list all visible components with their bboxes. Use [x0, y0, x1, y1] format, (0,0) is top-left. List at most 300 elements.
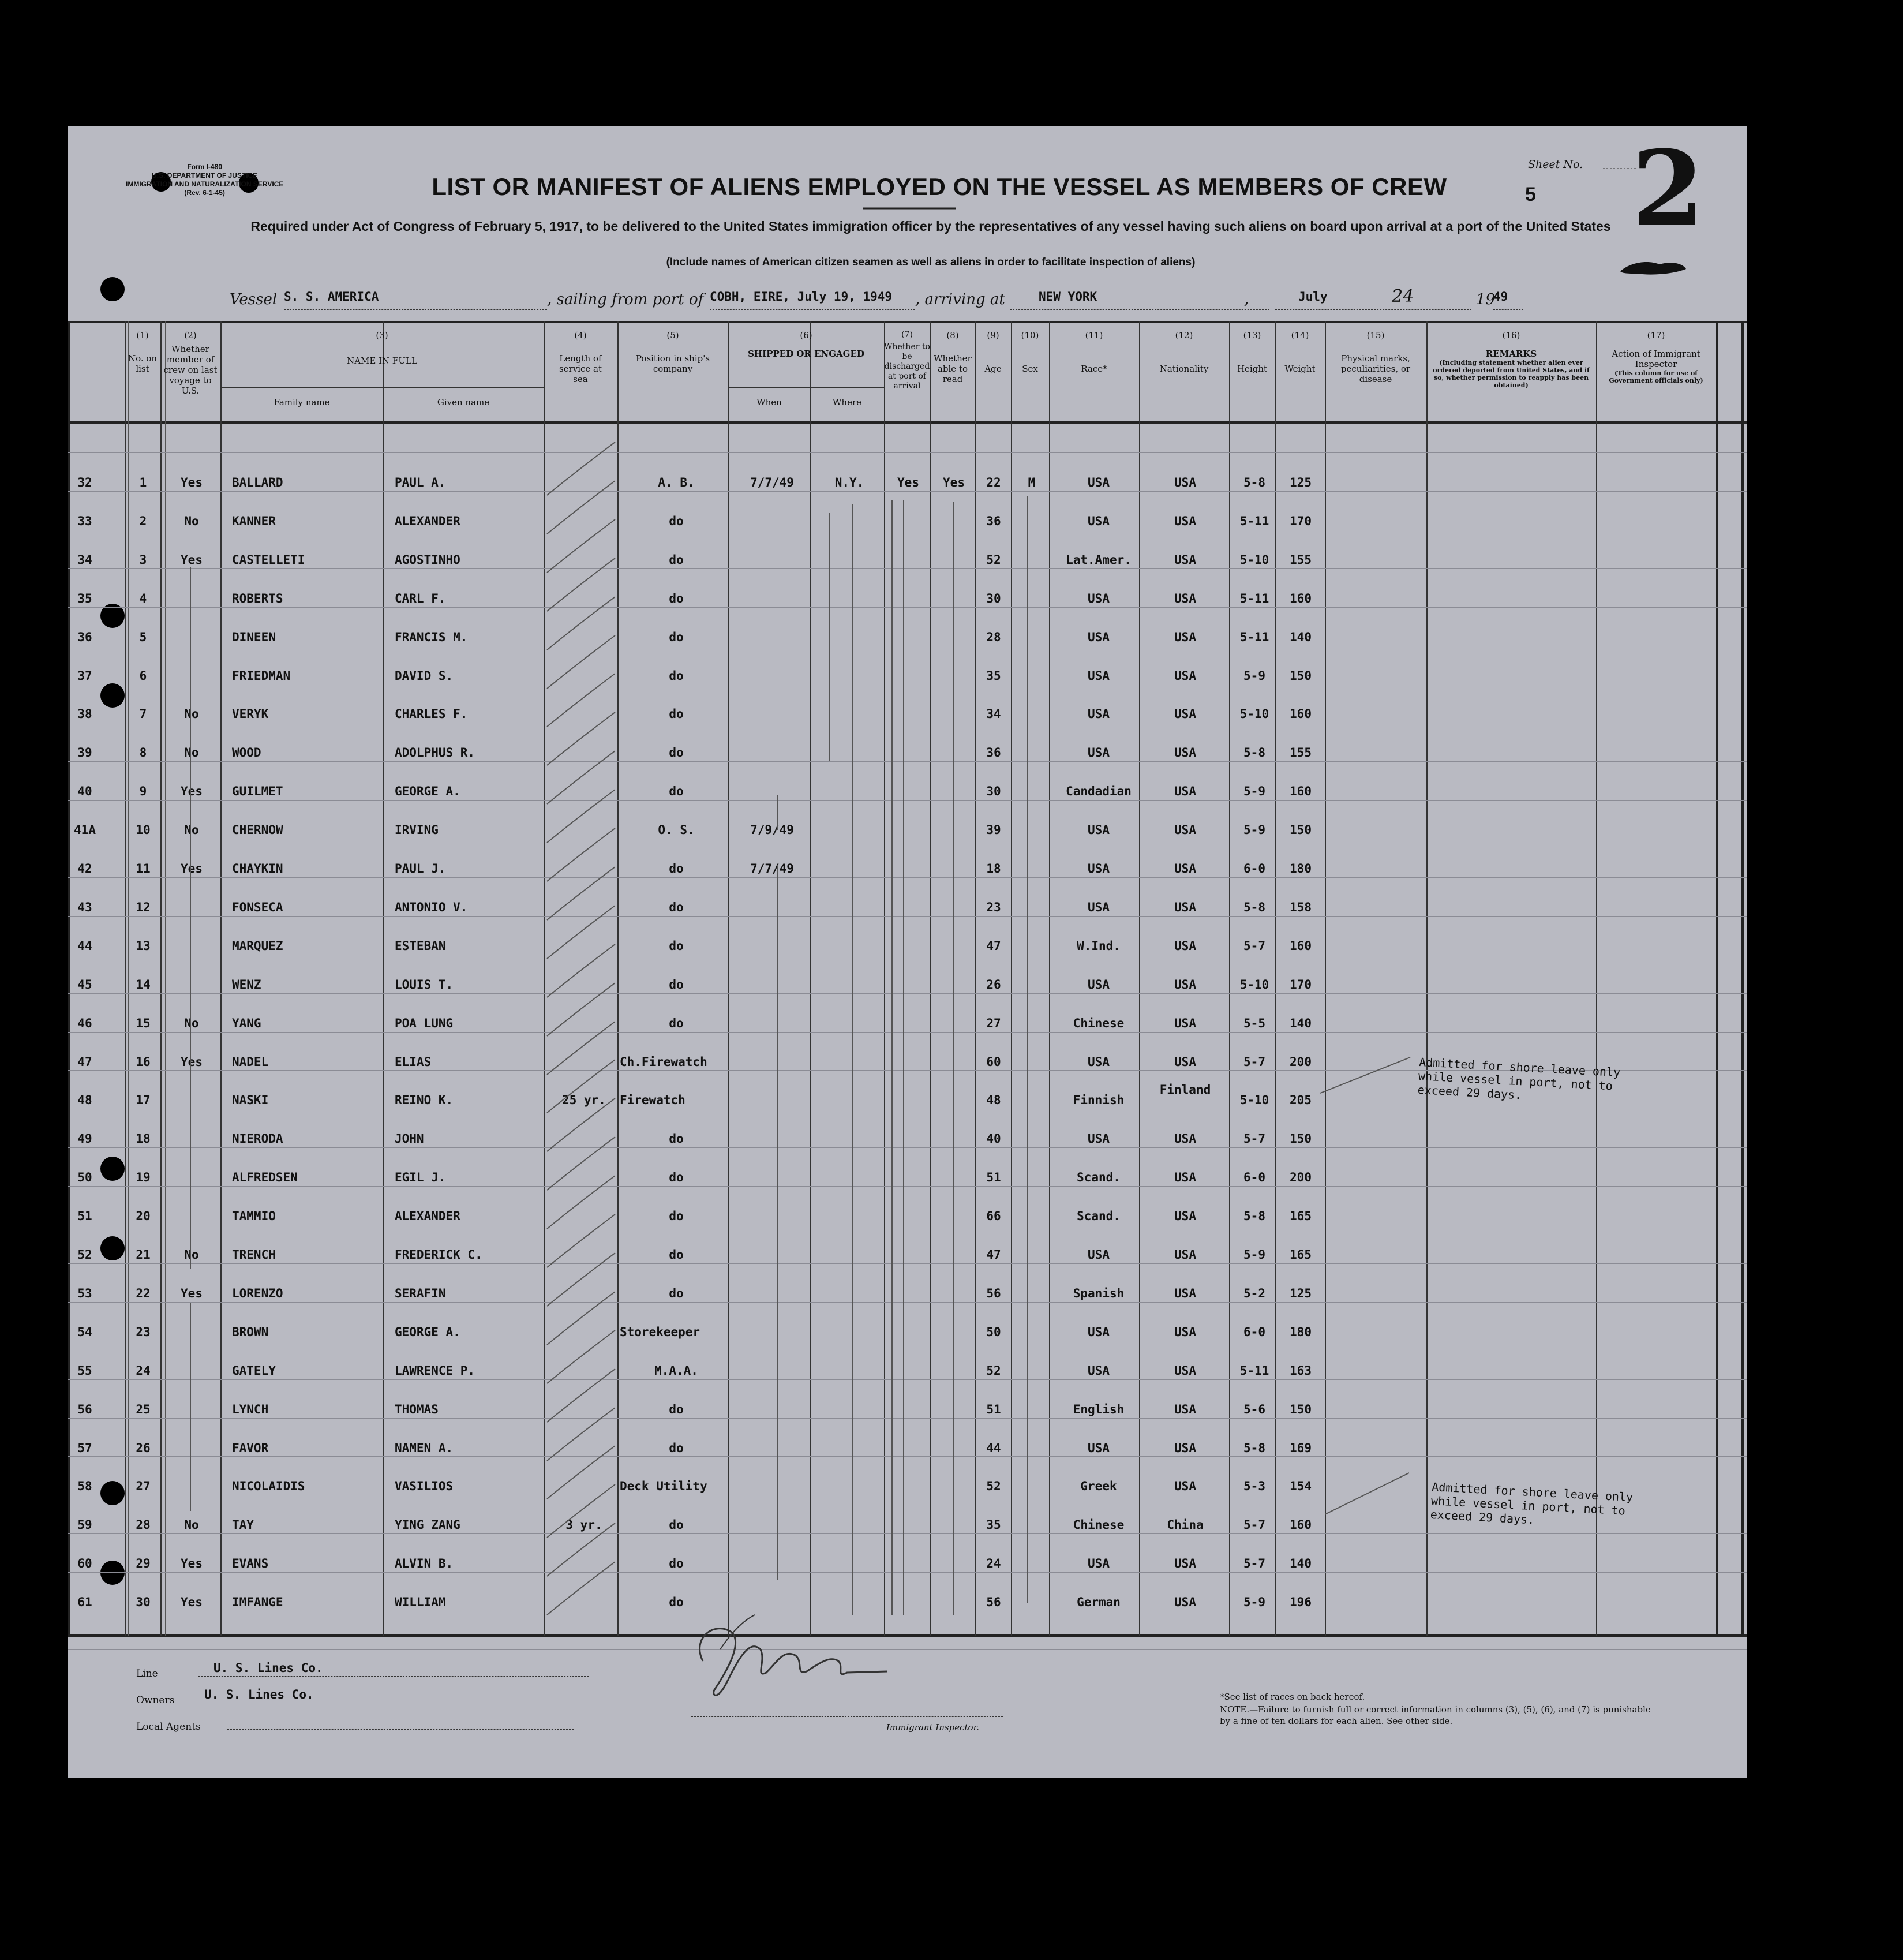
cell-list-number: 14 — [136, 978, 151, 992]
cell-position: Ch.Firewatch — [620, 1055, 707, 1069]
cell-seq: 44 — [77, 939, 92, 953]
cell-family-name: BALLARD — [232, 476, 283, 489]
col7-label: Whether to be discharged at port of arrival — [884, 342, 930, 391]
cell-age: 26 — [986, 978, 1001, 992]
cell-age: 47 — [986, 939, 1001, 953]
cell-list-number: 6 — [139, 669, 147, 683]
cell-family-name: MARQUEZ — [232, 939, 283, 953]
cell-given-name: AGOSTINHO — [395, 553, 460, 567]
cell-given-name: POA LUNG — [395, 1016, 454, 1030]
year-prefix: 19 — [1476, 291, 1496, 308]
arrival-year: 49 — [1493, 290, 1523, 310]
col9-number: (9) — [987, 330, 999, 341]
cell-nationality: USA — [1174, 746, 1196, 760]
cell-family-name: VERYK — [232, 707, 269, 721]
cell-seq: 42 — [77, 862, 92, 876]
cell-given-name: ALVIN B. — [395, 1557, 454, 1570]
cell-given-name: ALEXANDER — [395, 1209, 460, 1223]
form-service: IMMIGRATION AND NATURALIZATION SERVICE — [126, 180, 284, 188]
cell-height: 5-10 — [1239, 1093, 1269, 1107]
cell-previous-voyage: Yes — [181, 862, 203, 876]
cell-height: 5-11 — [1239, 514, 1269, 528]
cell-previous-voyage: Yes — [181, 476, 203, 489]
cell-list-number: 15 — [136, 1016, 151, 1030]
cell-weight: 169 — [1290, 1441, 1312, 1455]
cell-weight: 150 — [1290, 669, 1312, 683]
local-agents-label: Local Agents — [136, 1721, 201, 1733]
cell-seq: 41A — [74, 823, 96, 837]
col16-number: (16) — [1502, 330, 1520, 341]
cell-given-name: THOMAS — [395, 1402, 439, 1416]
cell-position: do — [669, 746, 684, 760]
cell-race: USA — [1088, 1248, 1110, 1262]
cell-nationality: Finland — [1159, 1083, 1211, 1097]
cell-race: USA — [1088, 669, 1110, 683]
sheet-number: 2 — [1632, 128, 1705, 250]
col15-label: Physical marks, peculiarities, or disease — [1340, 353, 1411, 384]
cell-sex: M — [1028, 476, 1036, 489]
cell-weight: 200 — [1290, 1170, 1312, 1184]
cell-height: 5-9 — [1243, 1248, 1265, 1262]
cell-weight: 155 — [1290, 746, 1312, 760]
cell-position: do — [669, 1402, 684, 1416]
cell-list-number: 23 — [136, 1325, 151, 1339]
cell-given-name: GEORGE A. — [395, 784, 460, 798]
cell-nationality: USA — [1174, 1055, 1196, 1069]
cell-family-name: WENZ — [232, 978, 261, 992]
cell-family-name: NADEL — [232, 1055, 269, 1069]
cell-age: 60 — [986, 1055, 1001, 1069]
cell-age: 36 — [986, 514, 1001, 528]
cell-nationality: USA — [1174, 1402, 1196, 1416]
vessel-name: S. S. AMERICA — [284, 290, 547, 310]
cell-height: 5-9 — [1243, 823, 1265, 837]
cell-previous-voyage: Yes — [181, 784, 203, 798]
cell-race: Greek — [1080, 1479, 1117, 1493]
col3-number: (3) — [376, 330, 388, 341]
cell-height: 5-9 — [1243, 669, 1265, 683]
cell-race: USA — [1088, 746, 1110, 760]
cell-weight: 140 — [1290, 1557, 1312, 1570]
cell-race: USA — [1088, 476, 1110, 489]
cell-nationality: USA — [1174, 862, 1196, 876]
cell-nationality: USA — [1174, 669, 1196, 683]
cell-position: do — [669, 862, 684, 876]
cell-age: 30 — [986, 592, 1001, 605]
cell-seq: 33 — [77, 514, 92, 528]
col11-label: Race* — [1081, 364, 1107, 374]
cell-list-number: 17 — [136, 1093, 151, 1107]
cell-previous-voyage: No — [184, 514, 199, 528]
cell-nationality: USA — [1174, 1325, 1196, 1339]
cell-seq: 55 — [77, 1364, 92, 1378]
arrival-day: 24 — [1392, 286, 1414, 306]
cell-given-name: REINO K. — [395, 1093, 454, 1107]
cell-family-name: GATELY — [232, 1364, 276, 1378]
cell-given-name: IRVING — [395, 823, 439, 837]
cell-position: do — [669, 707, 684, 721]
cell-position: do — [669, 1595, 684, 1609]
sheet-number-label: Sheet No. — [1528, 158, 1583, 171]
cell-list-number: 9 — [139, 784, 147, 798]
cell-seq: 61 — [77, 1595, 92, 1609]
cell-list-number: 24 — [136, 1364, 151, 1378]
cell-height: 5-7 — [1243, 1557, 1265, 1570]
cell-position: do — [669, 1209, 684, 1223]
cell-race: USA — [1088, 900, 1110, 914]
cell-list-number: 13 — [136, 939, 151, 953]
cell-able-to-read: Yes — [943, 476, 965, 489]
cell-previous-voyage: Yes — [181, 1055, 203, 1069]
cell-age: 18 — [986, 862, 1001, 876]
cell-family-name: TAY — [232, 1518, 254, 1532]
cell-age: 39 — [986, 823, 1001, 837]
cell-nationality: USA — [1174, 553, 1196, 567]
cell-weight: 125 — [1290, 476, 1312, 489]
cell-given-name: FREDERICK C. — [395, 1248, 482, 1262]
col8-number: (8) — [946, 330, 959, 341]
cell-race: Scand. — [1077, 1209, 1121, 1223]
cell-height: 5-5 — [1243, 1016, 1265, 1030]
col11-number: (11) — [1085, 330, 1103, 341]
cell-age: 24 — [986, 1557, 1001, 1570]
cell-nationality: USA — [1174, 1248, 1196, 1262]
cell-age: 66 — [986, 1209, 1001, 1223]
cell-race: USA — [1088, 823, 1110, 837]
handwritten-number: 5 — [1525, 184, 1536, 205]
cell-height: 6-0 — [1243, 862, 1265, 876]
cell-given-name: GEORGE A. — [395, 1325, 460, 1339]
cell-age: 48 — [986, 1093, 1001, 1107]
cell-weight: 160 — [1290, 592, 1312, 605]
cell-weight: 140 — [1290, 630, 1312, 644]
cell-race: USA — [1088, 1325, 1110, 1339]
cell-family-name: ALFREDSEN — [232, 1170, 298, 1184]
cell-age: 52 — [986, 553, 1001, 567]
cell-weight: 155 — [1290, 553, 1312, 567]
cell-family-name: GUILMET — [232, 784, 283, 798]
cell-list-number: 19 — [136, 1170, 151, 1184]
cell-race: Chinese — [1073, 1016, 1125, 1030]
cell-family-name: NIERODA — [232, 1132, 283, 1146]
col3a-header: Family name — [274, 397, 330, 407]
inspector-signature-line — [691, 1716, 1003, 1717]
cell-seq: 53 — [77, 1286, 92, 1300]
cell-seq: 57 — [77, 1441, 92, 1455]
cell-seq: 38 — [77, 707, 92, 721]
col2-label: Whether member of crew on last voyage to U.S. — [163, 344, 218, 396]
col16-sublabel: (Including statement whether alien ever ordered deported from United States, and if so, whether permission to reapply has been obtained) — [1433, 359, 1590, 389]
cell-previous-voyage: No — [184, 1016, 199, 1030]
cell-weight: 158 — [1290, 900, 1312, 914]
sailing-from-label: , sailing from port of — [547, 291, 704, 308]
cell-race: USA — [1088, 978, 1110, 992]
col7-number: (7) — [901, 330, 913, 339]
col13-label: Height — [1237, 364, 1268, 374]
cell-nationality: USA — [1174, 1479, 1196, 1493]
cell-race: Candadian — [1066, 784, 1132, 798]
cell-weight: 150 — [1290, 823, 1312, 837]
col6-number: (6) — [800, 330, 812, 341]
cell-age: 30 — [986, 784, 1001, 798]
cell-age: 23 — [986, 900, 1001, 914]
col9-label: Age — [984, 364, 1002, 374]
cell-family-name: CASTELLETI — [232, 553, 305, 567]
cell-weight: 150 — [1290, 1132, 1312, 1146]
arriving-at-label: , arriving at — [915, 291, 1005, 308]
cell-age: 28 — [986, 630, 1001, 644]
cell-race: USA — [1088, 707, 1110, 721]
cell-weight: 180 — [1290, 862, 1312, 876]
col10-number: (10) — [1021, 330, 1039, 341]
cell-seq: 35 — [77, 592, 92, 605]
cell-age: 22 — [986, 476, 1001, 489]
owners-value: U. S. Lines Co. — [198, 1688, 579, 1703]
cell-position: Storekeeper — [620, 1325, 700, 1339]
col12-number: (12) — [1175, 330, 1193, 341]
cell-position: do — [669, 939, 684, 953]
cell-given-name: SERAFIN — [395, 1286, 446, 1300]
cell-shipped-when: 7/9/49 — [750, 823, 794, 837]
cell-given-name: FRANCIS M. — [395, 630, 468, 644]
cell-height: 5-11 — [1239, 1364, 1269, 1378]
cell-weight: 160 — [1290, 939, 1312, 953]
sailing-from: COBH, EIRE, July 19, 1949 — [710, 290, 915, 310]
cell-given-name: ELIAS — [395, 1055, 432, 1069]
cell-nationality: USA — [1174, 823, 1196, 837]
cell-seq: 43 — [77, 900, 92, 914]
cell-seq: 47 — [77, 1055, 92, 1069]
cell-seq: 37 — [77, 669, 92, 683]
cell-height: 5-10 — [1239, 978, 1269, 992]
line-value: U. S. Lines Co. — [198, 1661, 589, 1677]
cell-family-name: YANG — [232, 1016, 261, 1030]
cell-previous-voyage: Yes — [181, 553, 203, 567]
cell-age: 52 — [986, 1479, 1001, 1493]
cell-previous-voyage: Yes — [181, 1557, 203, 1570]
cell-height: 5-7 — [1243, 1055, 1265, 1069]
cell-list-number: 22 — [136, 1286, 151, 1300]
cell-position: do — [669, 1170, 684, 1184]
cell-nationality: USA — [1174, 707, 1196, 721]
cell-position: A. B. — [658, 476, 695, 489]
arriving-at: NEW YORK — [1010, 290, 1269, 310]
cell-given-name: LOUIS T. — [395, 978, 454, 992]
col8-label: Whether able to read — [934, 353, 972, 384]
cell-age: 50 — [986, 1325, 1001, 1339]
cell-race: USA — [1088, 630, 1110, 644]
ditto-pen-strokes — [68, 126, 1747, 1778]
cell-race: Lat.Amer. — [1066, 553, 1132, 567]
cell-weight: 160 — [1290, 707, 1312, 721]
cell-weight: 160 — [1290, 784, 1312, 798]
cell-weight: 150 — [1290, 1402, 1312, 1416]
cell-age: 47 — [986, 1248, 1001, 1262]
cell-nationality: USA — [1174, 1170, 1196, 1184]
cell-position: do — [669, 1132, 684, 1146]
cell-previous-voyage: No — [184, 1248, 199, 1262]
cell-given-name: PAUL J. — [395, 862, 446, 876]
cell-list-number: 30 — [136, 1595, 151, 1609]
cell-race: USA — [1088, 1132, 1110, 1146]
cell-nationality: USA — [1174, 476, 1196, 489]
cell-height: 5-8 — [1243, 1209, 1265, 1223]
col17-label: Action of Immigrant Inspector — [1612, 349, 1700, 369]
cell-seq: 32 — [77, 476, 92, 489]
col17-sublabel: (This column for use of Government officials only) — [1609, 369, 1703, 384]
cell-weight: 125 — [1290, 1286, 1312, 1300]
cell-height: 5-7 — [1243, 1132, 1265, 1146]
cell-age: 35 — [986, 669, 1001, 683]
cell-nationality: USA — [1174, 630, 1196, 644]
cell-age: 51 — [986, 1170, 1001, 1184]
cell-seq: 45 — [77, 978, 92, 992]
cell-seq: 54 — [77, 1325, 92, 1339]
col1-label: No. on list — [128, 353, 158, 374]
manifest-sheet — [68, 126, 1747, 1778]
col14-number: (14) — [1291, 330, 1309, 341]
cell-race: USA — [1088, 862, 1110, 876]
cell-race: German — [1077, 1595, 1121, 1609]
cell-nationality: USA — [1174, 1441, 1196, 1455]
cell-weight: 160 — [1290, 1518, 1312, 1532]
cell-shipped-when: 7/7/49 — [750, 476, 794, 489]
cell-height: 5-7 — [1243, 1518, 1265, 1532]
cell-list-number: 29 — [136, 1557, 151, 1570]
line-label: Line — [136, 1668, 158, 1680]
cell-list-number: 18 — [136, 1132, 151, 1146]
form-revision: (Rev. 6-1-45) — [184, 189, 225, 197]
cell-given-name: ANTONIO V. — [395, 900, 468, 914]
cell-age: 44 — [986, 1441, 1001, 1455]
cell-weight: 170 — [1290, 514, 1312, 528]
penalty-note: NOTE.—Failure to furnish full or correct information in columns (3), (5), (6), and (7) is punishable by a fine of ten dollars for each alien. See other side. — [1220, 1704, 1651, 1726]
col17-number: (17) — [1647, 330, 1665, 341]
cell-family-name: FAVOR — [232, 1441, 269, 1455]
arrival-month: July — [1298, 290, 1328, 304]
cell-list-number: 2 — [139, 514, 147, 528]
cell-family-name: LYNCH — [232, 1402, 269, 1416]
cell-height: 6-0 — [1243, 1170, 1265, 1184]
cell-weight: 170 — [1290, 978, 1312, 992]
cell-seq: 59 — [77, 1518, 92, 1532]
cell-race: USA — [1088, 1441, 1110, 1455]
cell-given-name: YING ZANG — [395, 1518, 460, 1532]
cell-shipped-where: N.Y. — [834, 476, 864, 489]
cell-list-number: 7 — [139, 707, 147, 721]
cell-age: 56 — [986, 1595, 1001, 1609]
remark-row-28: Admitted for shore leave only while vessel in port, not to exceed 29 days. — [1430, 1480, 1634, 1527]
cell-nationality: USA — [1174, 1286, 1196, 1300]
cell-race: Scand. — [1077, 1170, 1121, 1184]
cell-position: do — [669, 978, 684, 992]
cell-age: 35 — [986, 1518, 1001, 1532]
cell-list-number: 26 — [136, 1441, 151, 1455]
local-agents-value — [227, 1714, 574, 1730]
cell-age: 40 — [986, 1132, 1001, 1146]
col14-label: Weight — [1284, 364, 1316, 374]
col5-number: (5) — [666, 330, 679, 341]
cell-position: do — [669, 784, 684, 798]
cell-list-number: 10 — [136, 823, 151, 837]
cell-weight: 180 — [1290, 1325, 1312, 1339]
cell-family-name: TAMMIO — [232, 1209, 276, 1223]
cell-given-name: WILLIAM — [395, 1595, 446, 1609]
cell-height: 5-8 — [1243, 476, 1265, 489]
cell-weight: 165 — [1290, 1248, 1312, 1262]
cell-family-name: CHAYKIN — [232, 862, 283, 876]
cell-list-number: 1 — [139, 476, 147, 489]
cell-family-name: EVANS — [232, 1557, 269, 1570]
immigrant-inspector-label: Immigrant Inspector. — [886, 1722, 979, 1733]
cell-race: USA — [1088, 1557, 1110, 1570]
cell-seq: 51 — [77, 1209, 92, 1223]
cell-length-of-service: 3 yr. — [565, 1518, 602, 1532]
cell-position: do — [669, 1518, 684, 1532]
cell-height: 5-10 — [1239, 707, 1269, 721]
col1-number: (1) — [136, 330, 149, 341]
cell-previous-voyage: Yes — [181, 1595, 203, 1609]
cell-family-name: FONSECA — [232, 900, 283, 914]
cell-family-name: CHERNOW — [232, 823, 283, 837]
cell-weight: 205 — [1290, 1093, 1312, 1107]
cell-previous-voyage: Yes — [181, 1286, 203, 1300]
cell-position: M.A.A. — [654, 1364, 698, 1378]
form-department: U.S. DEPARTMENT OF JUSTICE — [152, 171, 258, 179]
cell-position: do — [669, 900, 684, 914]
cell-nationality: USA — [1174, 1209, 1196, 1223]
cell-nationality: USA — [1174, 592, 1196, 605]
cell-given-name: PAUL A. — [395, 476, 446, 489]
cell-seq: 48 — [77, 1093, 92, 1107]
col10-label: Sex — [1022, 364, 1038, 374]
cell-list-number: 12 — [136, 900, 151, 914]
cell-seq: 49 — [77, 1132, 92, 1146]
cell-race: Chinese — [1073, 1518, 1125, 1532]
cell-race: USA — [1088, 592, 1110, 605]
cell-nationality: USA — [1174, 784, 1196, 798]
cell-given-name: CARL F. — [395, 592, 446, 605]
cell-given-name: ADOLPHUS R. — [395, 746, 475, 760]
cell-family-name: ROBERTS — [232, 592, 283, 605]
cell-age: 34 — [986, 707, 1001, 721]
col6a-header: When — [756, 397, 782, 407]
cell-given-name: ESTEBAN — [395, 939, 446, 953]
cell-weight: 163 — [1290, 1364, 1312, 1378]
cell-seq: 50 — [77, 1170, 92, 1184]
cell-weight: 154 — [1290, 1479, 1312, 1493]
cell-weight: 140 — [1290, 1016, 1312, 1030]
cell-given-name: JOHN — [395, 1132, 424, 1146]
cell-position: do — [669, 592, 684, 605]
cell-position: do — [669, 514, 684, 528]
cell-weight: 165 — [1290, 1209, 1312, 1223]
cell-age: 56 — [986, 1286, 1001, 1300]
col3-label: NAME IN FULL — [347, 356, 417, 366]
cell-previous-voyage: No — [184, 823, 199, 837]
cell-position: do — [669, 630, 684, 644]
cell-height: 6-0 — [1243, 1325, 1265, 1339]
cell-height: 5-9 — [1243, 1595, 1265, 1609]
cell-race: English — [1073, 1402, 1125, 1416]
cell-list-number: 16 — [136, 1055, 151, 1069]
cell-nationality: USA — [1174, 1132, 1196, 1146]
cell-nationality: USA — [1174, 1595, 1196, 1609]
cell-list-number: 8 — [139, 746, 147, 760]
cell-length-of-service: 25 yr. — [562, 1093, 606, 1107]
cell-family-name: DINEEN — [232, 630, 276, 644]
cell-list-number: 11 — [136, 862, 151, 876]
